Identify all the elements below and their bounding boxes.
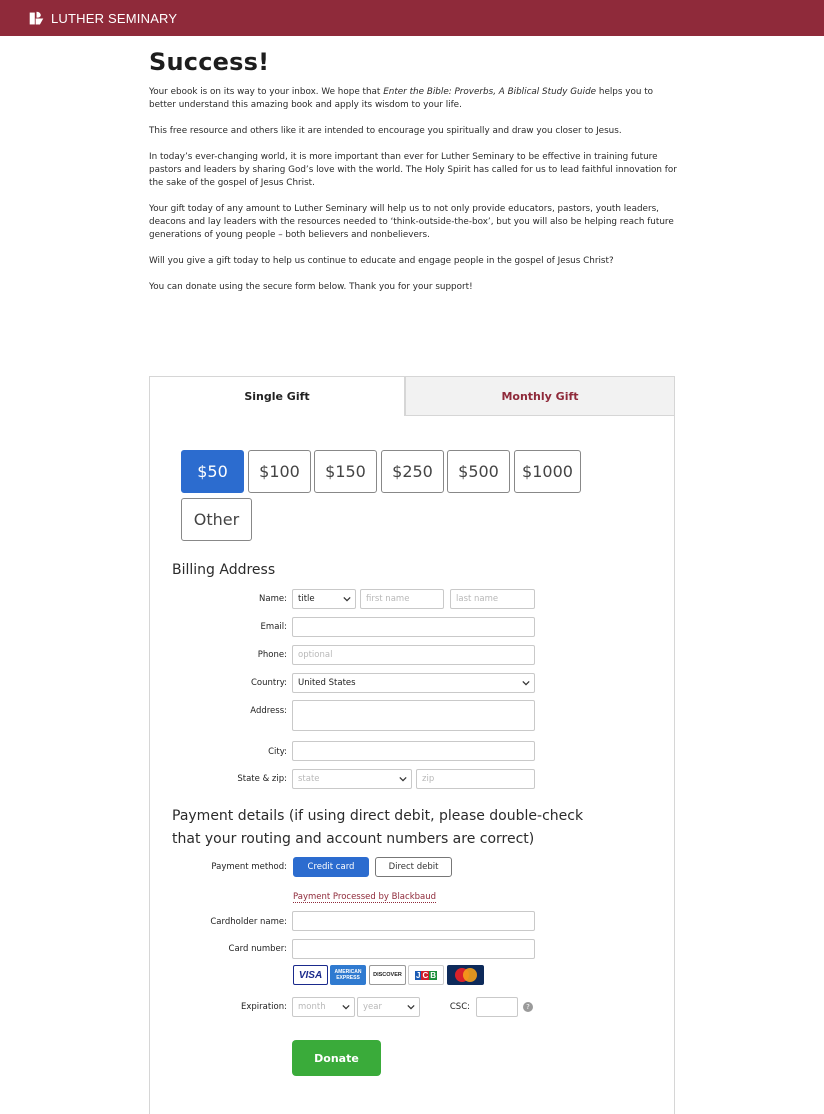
chevron-down-icon <box>399 775 407 783</box>
brand-name: LUTHER SEMINARY <box>51 10 178 26</box>
zip-field[interactable]: zip <box>416 769 535 789</box>
success-content <box>149 48 679 307</box>
ebook-title: Enter the Bible: Proverbs, A Biblical Study Guide <box>383 87 597 97</box>
state-select-value: state <box>298 774 320 784</box>
amount-150-button[interactable]: $150 <box>314 450 377 493</box>
amex-icon: AMERICAN EXPRESS <box>330 965 366 985</box>
luther-rose-icon <box>28 10 45 27</box>
title-select-value: title <box>298 594 315 604</box>
title-select[interactable] <box>292 589 356 609</box>
tab-monthly-gift[interactable]: Monthly Gift <box>405 376 675 416</box>
paragraph-give-today: Will you give a gift today to help us continue to educate and engage people in the gospel of Jesus Christ? <box>149 256 614 266</box>
jcb-letter-b: B <box>430 970 436 980</box>
chevron-down-icon <box>522 679 530 687</box>
address-textarea[interactable] <box>292 700 535 731</box>
visa-icon: VISA <box>293 965 328 985</box>
name-label: Name: <box>259 594 287 604</box>
cardholder-name-field[interactable] <box>292 911 535 931</box>
amount-250-button[interactable]: $250 <box>381 450 444 493</box>
discover-icon: DISCOVER <box>369 965 406 985</box>
payment-details-title <box>172 805 642 851</box>
jcb-letter-j: J <box>415 970 421 980</box>
page-title: Success! <box>149 48 270 76</box>
year-select-value: year <box>363 1002 382 1012</box>
country-select[interactable] <box>292 673 535 693</box>
phone-field[interactable]: optional <box>292 645 535 665</box>
last-name-input[interactable]: last name <box>450 589 535 609</box>
paragraph-free-resource: This free resource and others like it are intended to encourage you spiritually and draw you closer to Jesus. <box>149 126 622 136</box>
address-label: Address: <box>250 706 287 716</box>
credit-card-button[interactable]: Credit card <box>293 857 369 877</box>
billing-address-title: Billing Address <box>172 562 276 578</box>
brand-logo-link[interactable] <box>28 8 177 28</box>
paragraph-ebook <box>149 86 679 112</box>
payment-details-title-line1: Payment details (if using direct debit, please double-check <box>172 808 584 824</box>
expiration-label: Expiration: <box>240 1002 287 1012</box>
direct-debit-button[interactable]: Direct debit <box>375 857 452 877</box>
chevron-down-icon <box>343 595 351 603</box>
paragraph-changing-world: In today’s ever-changing world, it is more important than ever for Luther Seminary to be effective in training future pastors and leaders by sharing God’s love with the world. The Holy Spirit has called for us to lead faithful innovation for the sake of the gospel of Jesus Christ. <box>149 152 677 188</box>
state-select[interactable] <box>292 769 412 789</box>
amount-other-button[interactable]: Other <box>181 498 252 541</box>
email-field[interactable] <box>292 617 535 637</box>
jcb-letter-c: C <box>422 970 429 980</box>
donate-button[interactable]: Donate <box>292 1040 381 1076</box>
mastercard-icon <box>447 965 484 985</box>
card-number-label: Card number: <box>228 944 287 954</box>
cardholder-name-label: Cardholder name: <box>210 917 287 927</box>
payment-method-label: Payment method: <box>211 862 287 872</box>
amount-100-button[interactable]: $100 <box>248 450 311 493</box>
csc-label: CSC: <box>449 1002 470 1012</box>
paragraph-your-gift: Your gift today of any amount to Luther Seminary will help us to not only provide educators, pastors, youth leaders, deacons and lay leaders with the resources needed to ‘think-outside-the-box’, but you will also be helping reach future generations of young people – both believers and nonbelievers. <box>149 204 674 240</box>
email-label: Email: <box>260 622 287 632</box>
paragraph-ebook-text: Your ebook is on its way to your inbox. We hope that <box>149 87 384 97</box>
city-label: City: <box>268 747 287 757</box>
help-icon[interactable]: ? <box>523 1002 533 1012</box>
state-zip-label: State & zip: <box>237 774 287 784</box>
mastercard-circles-icon <box>451 967 481 983</box>
top-brand-bar <box>0 0 824 36</box>
payment-details-title-line2: that your routing and account numbers are correct) <box>172 831 535 847</box>
paragraph-ebook-text-end: helps you to better understand this amazing book and apply its wisdom to your life. <box>149 87 654 110</box>
gift-type-tabs <box>149 376 675 416</box>
month-select-value: month <box>298 1002 326 1012</box>
country-label: Country: <box>250 678 287 688</box>
amount-500-button[interactable]: $500 <box>447 450 510 493</box>
paragraph-donate-form: You can donate using the secure form below. Thank you for your support! <box>149 282 473 292</box>
city-field[interactable] <box>292 741 535 761</box>
blackbaud-link[interactable]: Payment Processed by Blackbaud <box>293 892 436 902</box>
country-select-value: United States <box>298 678 356 688</box>
amount-50-button[interactable]: $50 <box>181 450 244 493</box>
card-number-field[interactable] <box>292 939 535 959</box>
amount-1000-button[interactable]: $1000 <box>514 450 581 493</box>
csc-field[interactable] <box>476 997 518 1017</box>
jcb-icon <box>408 965 444 985</box>
tab-single-gift[interactable]: Single Gift <box>149 376 405 416</box>
phone-label: Phone: <box>257 650 287 660</box>
first-name-input[interactable]: first name <box>360 589 444 609</box>
